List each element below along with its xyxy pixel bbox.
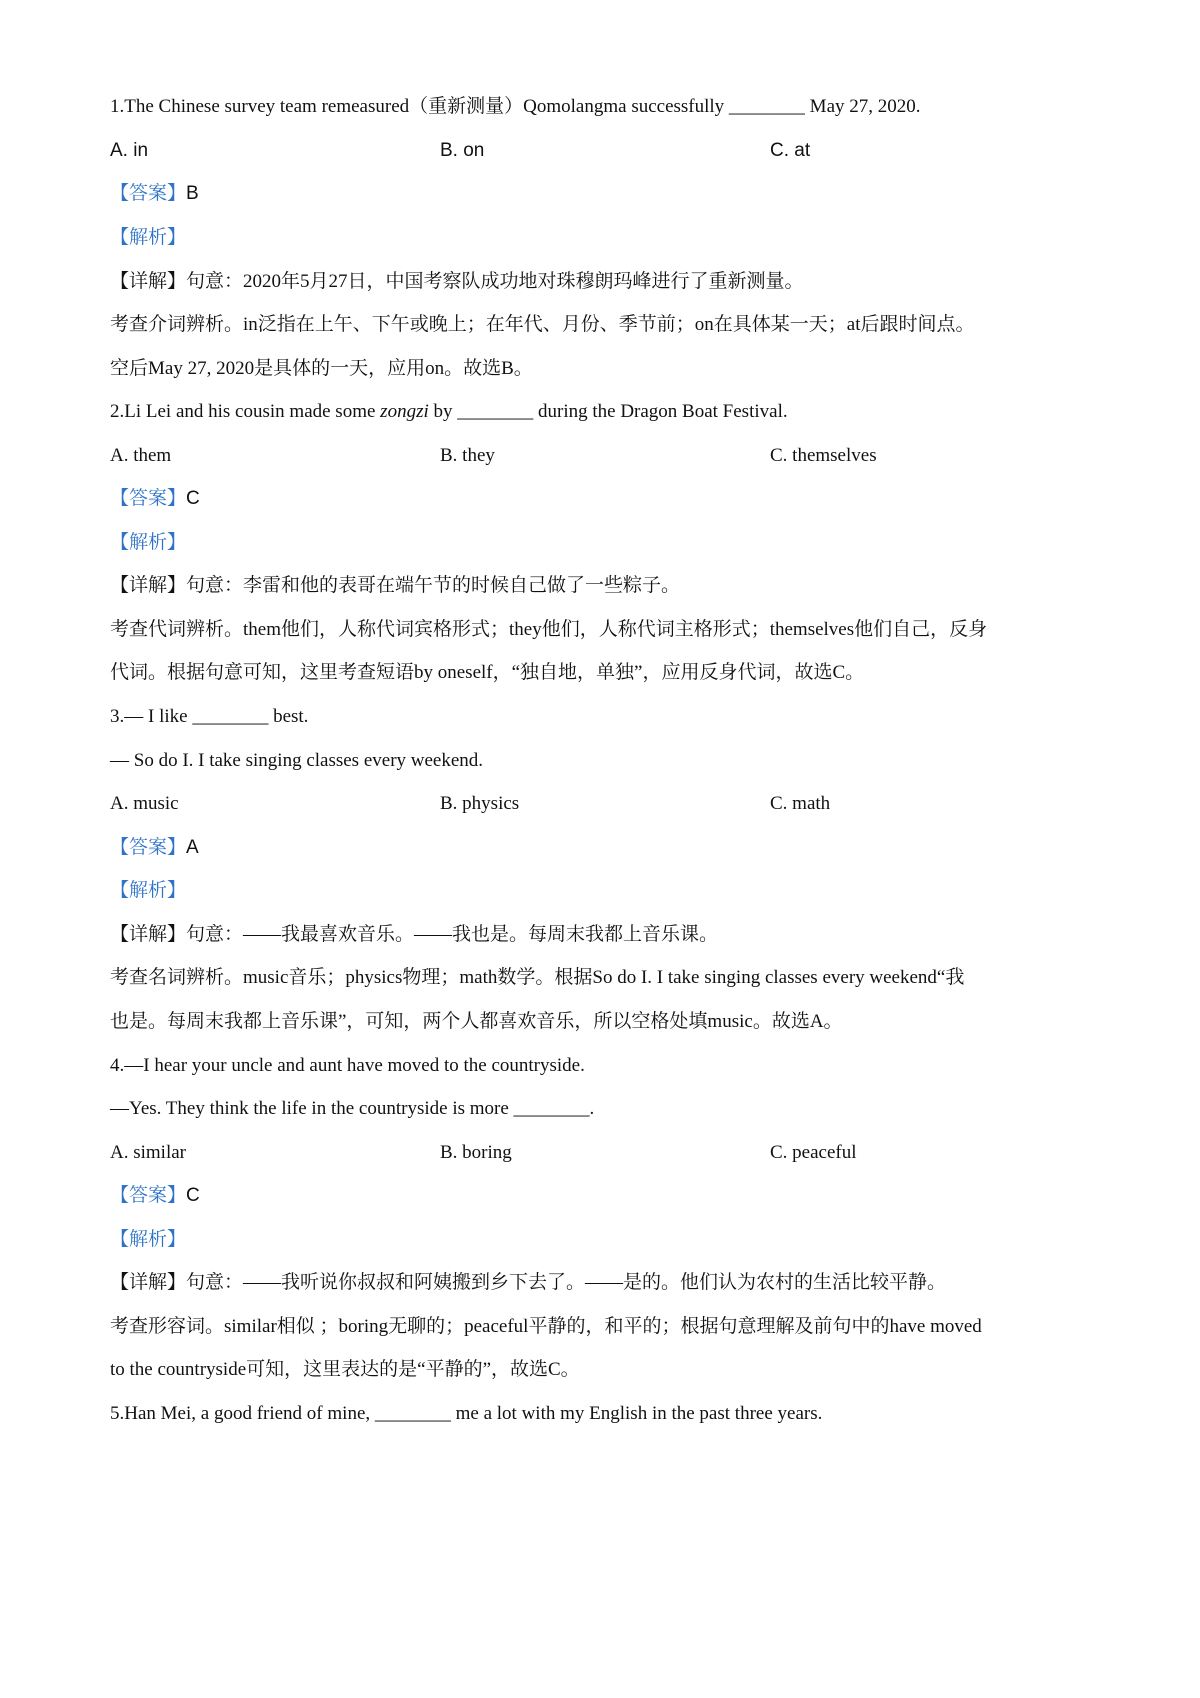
question-5-stem: 5.Han Mei, a good friend of mine, ________ me a lot with my English in the past three years. [110,1403,823,1424]
question-1-stem: 1.The Chinese survey team remeasured（重新测量）Qomolangma successfully ________ May 27, 2020. [110,96,921,117]
answer-tag: 【答案】 [110,1185,187,1206]
question-1-options [110,139,1100,163]
question-3-options [110,792,1100,816]
question-4-analysis-tag [110,1228,186,1252]
question-2-analysis-tag [110,531,186,555]
answer-value: C [186,1185,200,1206]
stem-italic-word: zongzi [380,401,429,422]
stem-after: by ________ during the Dragon Boat Festival. [428,401,788,422]
question-4-explain-2: to the countryside可知，这里表达的是“平静的”，故选C。 [110,1359,580,1380]
question-1-explain-2: 空后May 27, 2020是具体的一天，应用on。故选B。 [110,358,533,379]
question-4-options [110,1141,1100,1165]
detail-text: 句意：——我最喜欢音乐。——我也是。每周末我都上音乐课。 [186,924,719,945]
answer-value: C [186,488,200,509]
detail-tag: 【详解】 [110,575,187,596]
detail-text: 句意：李雷和他的表哥在端午节的时候自己做了一些粽子。 [186,575,681,596]
option-b: B. boring [440,1142,512,1163]
analysis-tag: 【解析】 [110,227,187,248]
question-3-detail [110,923,718,947]
question-2-options [110,444,1100,468]
question-3-stem-2: — So do I. I take singing classes every weekend. [110,750,484,771]
detail-tag: 【详解】 [110,271,187,292]
detail-text: 句意：——我听说你叔叔和阿姨搬到乡下去了。——是的。他们认为农村的生活比较平静。 [186,1272,947,1293]
question-1-analysis-tag [110,226,186,250]
question-3-explain-1: 考查名词辨析。music音乐；physics物理；math数学。根据So do I. I take singing classes every weekend“我 [110,967,965,988]
option-b: B. physics [440,793,520,814]
question-2-explain-2: 代词。根据句意可知，这里考查短语by oneself，“独自地，单独”，应用反身代词，故选C。 [110,662,865,683]
stem-before: 2.Li Lei and his cousin made some [110,401,381,422]
answer-tag: 【答案】 [110,488,187,509]
question-3-stem-1: 3.— I like ________ best. [110,706,309,727]
question-1-detail [110,270,804,294]
detail-tag: 【详解】 [110,1272,187,1293]
analysis-tag: 【解析】 [110,880,187,901]
question-4-answer [110,1184,200,1208]
question-1-explain-1: 考查介词辨析。in泛指在上午、下午或晚上；在年代、月份、季节前；on在具体某一天；at后跟时间点。 [110,314,975,335]
option-b: B. on [440,140,485,161]
question-2-explain-1: 考查代词辨析。them他们，人称代词宾格形式；they他们，人称代词主格形式；themselves他们自己，反身 [110,619,988,640]
option-a: A. music [110,793,179,814]
question-2-answer [110,487,200,511]
question-4-stem-2: —Yes. They think the life in the countryside is more ________. [110,1098,595,1119]
question-3-analysis-tag [110,879,186,903]
question-1-answer [110,182,199,206]
answer-value: A [186,837,199,858]
option-c: C. math [770,793,831,814]
question-3-answer [110,836,199,860]
question-3-explain-2: 也是。每周末我都上音乐课”，可知，两个人都喜欢音乐，所以空格处填music。故选A。 [110,1011,843,1032]
option-a: A. them [110,445,172,466]
question-4-explain-1: 考查形容词。similar相似 ；boring无聊的；peaceful平静的，和平的；根据句意理解及前句中的have moved [110,1316,982,1337]
option-b: B. they [440,445,495,466]
analysis-tag: 【解析】 [110,1229,187,1250]
answer-value: B [186,183,199,204]
analysis-tag: 【解析】 [110,532,187,553]
question-2-detail [110,574,680,598]
answer-tag: 【答案】 [110,837,187,858]
detail-tag: 【详解】 [110,924,187,945]
option-a: A. similar [110,1142,186,1163]
question-4-stem-1: 4.—I hear your uncle and aunt have moved to the countryside. [110,1055,585,1076]
option-c: C. at [770,140,811,161]
question-2-stem [110,400,788,424]
question-4-detail [110,1271,946,1295]
answer-tag: 【答案】 [110,183,187,204]
option-c: C. peaceful [770,1142,857,1163]
option-c: C. themselves [770,445,877,466]
option-a: A. in [110,140,149,161]
detail-text: 句意：2020年5月27日，中国考察队成功地对珠穆朗玛峰进行了重新测量。 [186,271,804,292]
